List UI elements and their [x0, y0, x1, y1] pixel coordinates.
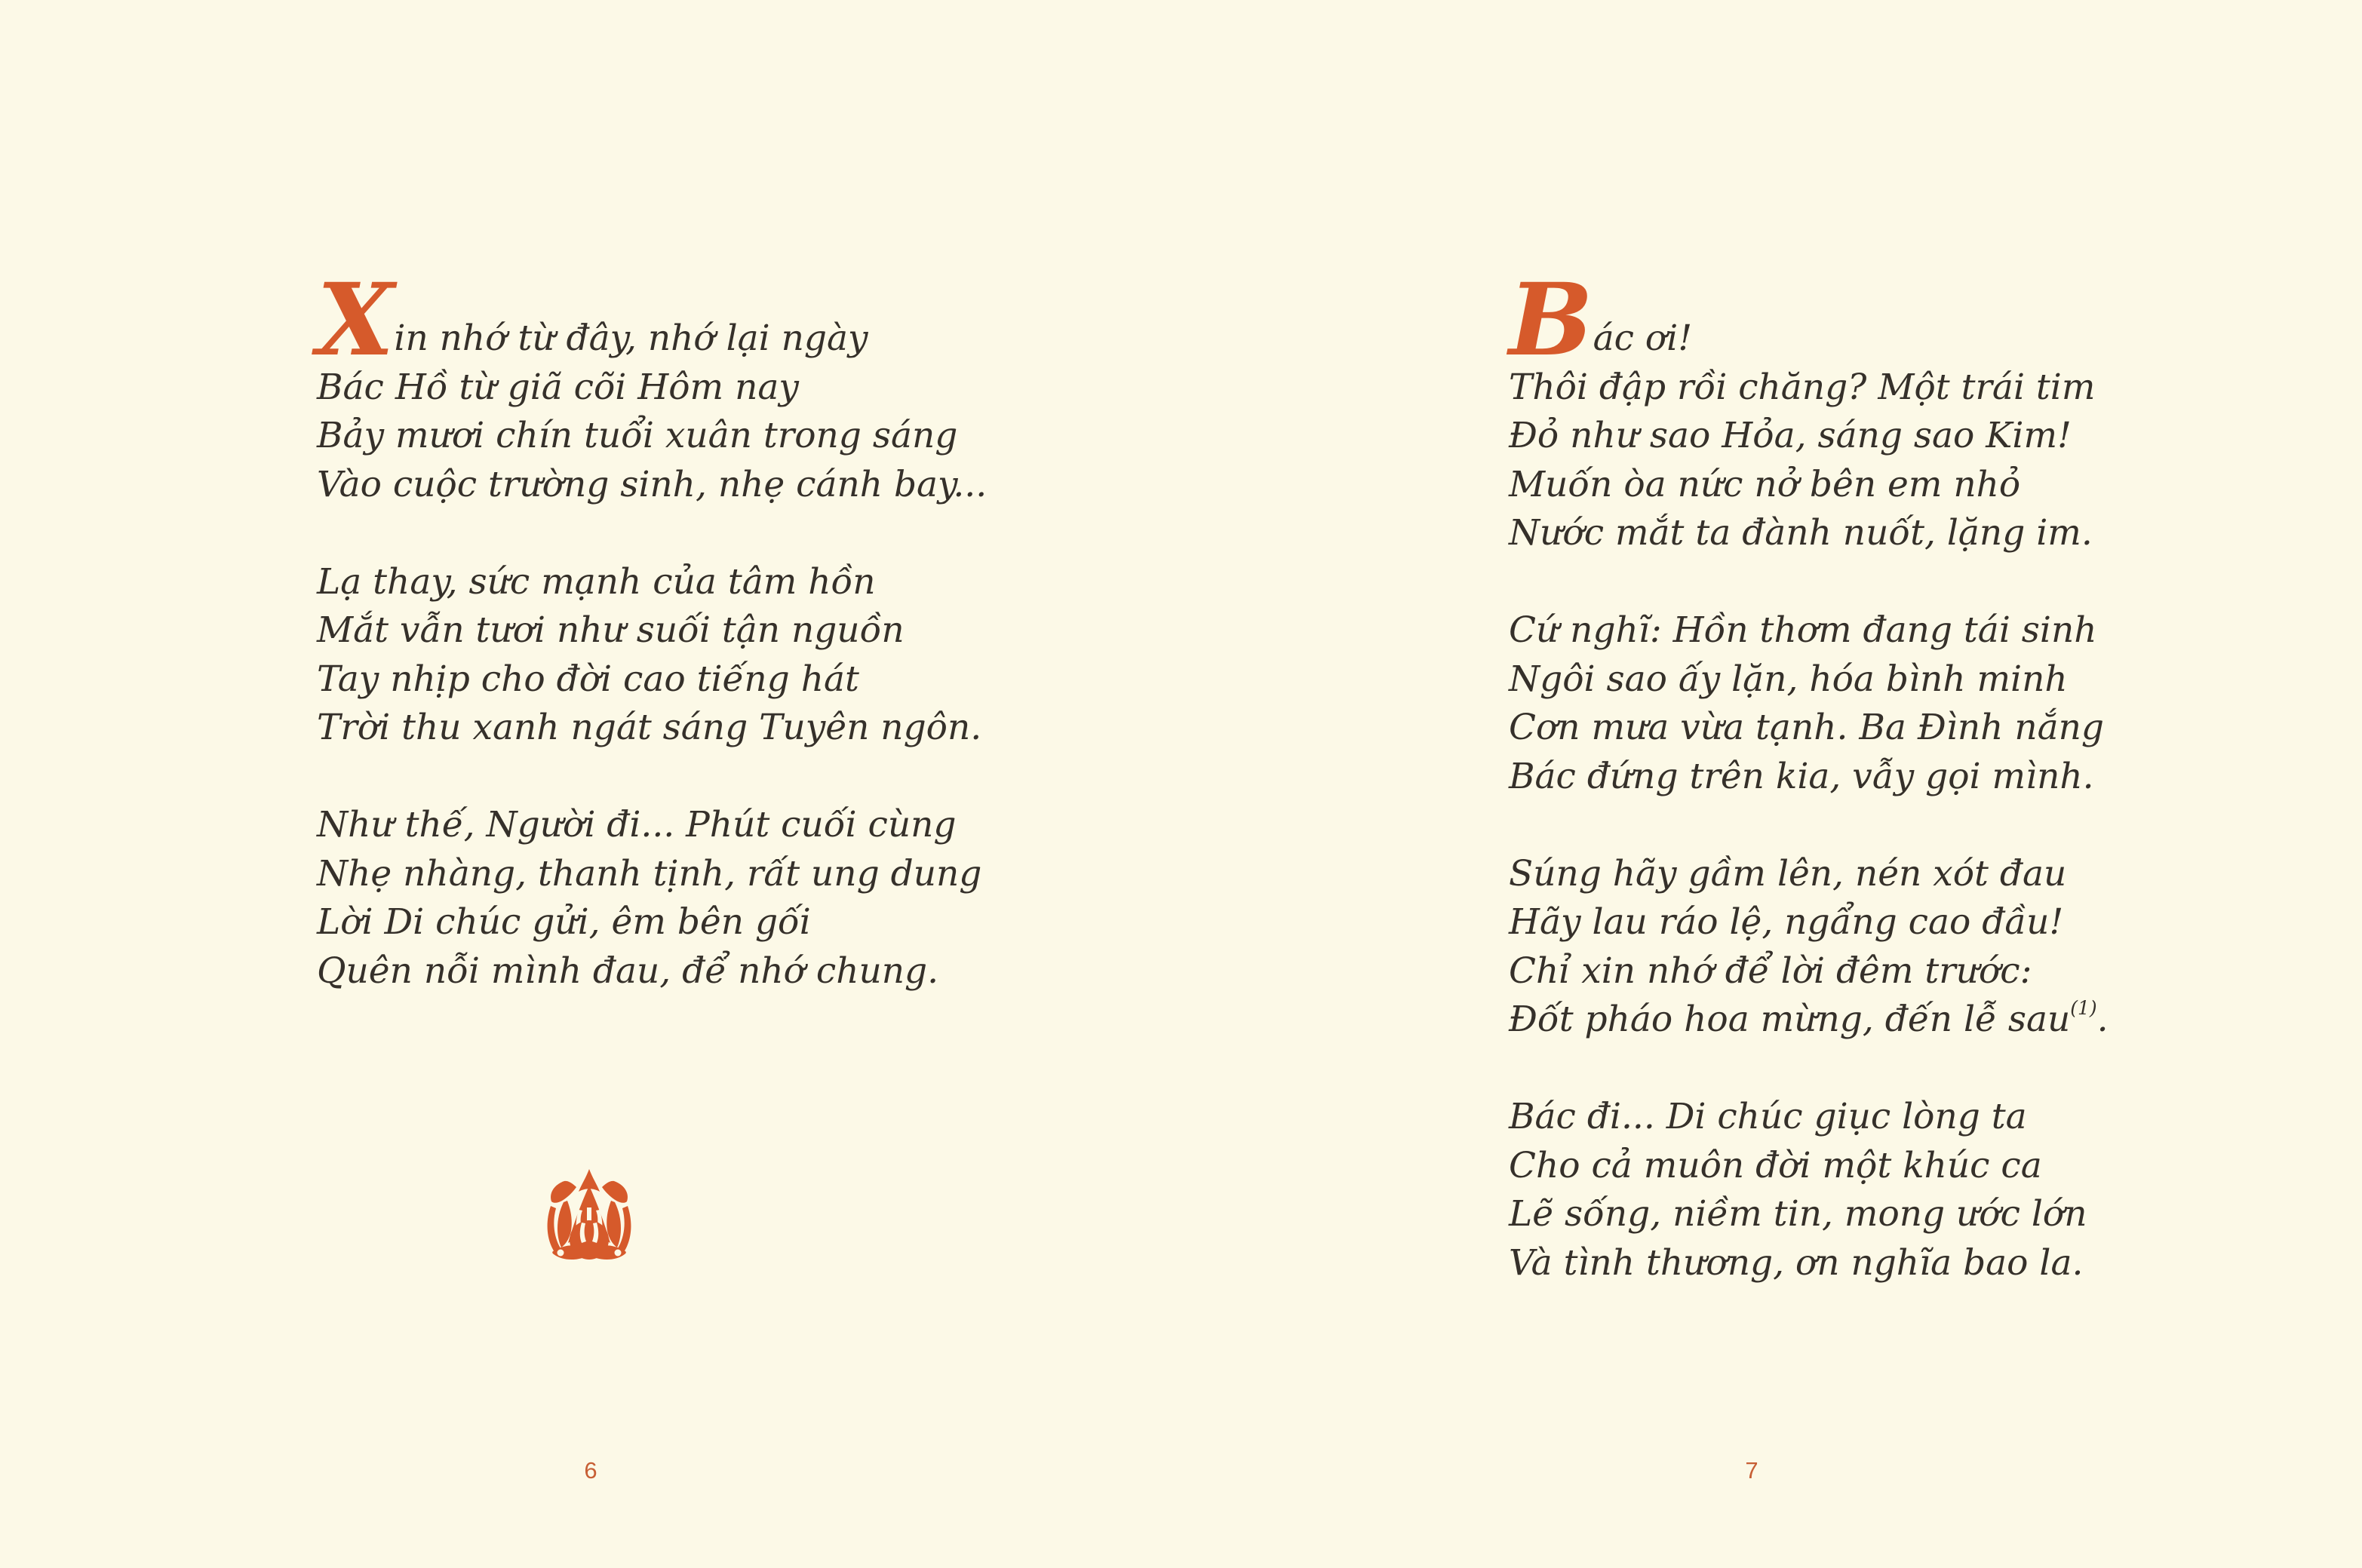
lotus-icon	[539, 1164, 640, 1270]
poem-line: Ngôi sao ấy lặn, hóa bình minh	[1509, 658, 2068, 700]
poem-line: Thôi đập rồi chăng? Một trái tim	[1509, 366, 2096, 408]
poem-line: Xin nhớ từ đây, nhớ lại ngày	[317, 262, 868, 379]
stanza	[1509, 850, 2109, 1045]
poem-line: Như thế, Người đi... Phút cuối cùng	[317, 804, 957, 845]
poem-line: Bảy mươi chín tuổi xuân trong sáng	[317, 415, 958, 456]
poem-line: Hãy lau ráo lệ, ngẩng cao đầu!	[1509, 901, 2064, 943]
poem-line: Mắt vẫn tươi như suối tận nguồn	[317, 609, 905, 651]
poem-line-text: ác ơi!	[1593, 318, 1693, 359]
stanza	[317, 558, 987, 753]
stanza	[317, 262, 987, 509]
poem-line: Bác ơi!	[1509, 262, 1693, 379]
poem-line: Cơn mưa vừa tạnh. Ba Đình nắng	[1509, 707, 2104, 748]
page-number-left: 6	[584, 1457, 597, 1484]
poem-line: Quên nỗi mình đau, để nhớ chung.	[317, 950, 939, 992]
poem-line-punctuation: .	[2096, 999, 2109, 1040]
poem-line: Tay nhịp cho đời cao tiếng hát	[317, 658, 859, 700]
stanza	[1509, 1093, 2109, 1287]
stanza	[1509, 606, 2109, 801]
poem-line: Vào cuộc trường sinh, nhẹ cánh bay...	[317, 463, 987, 505]
poem-line: Muốn òa nức nở bên em nhỏ	[1509, 463, 2021, 505]
poem-line: Lời Di chúc gửi, êm bên gối	[317, 901, 811, 943]
stanza	[317, 801, 987, 996]
poem-line: Lẽ sống, niềm tin, mong ước lớn	[1509, 1193, 2087, 1235]
poem-line: Súng hãy gầm lên, nén xót đau	[1509, 852, 2067, 894]
poem-line: Bác đứng trên kia, vẫy gọi mình.	[1509, 755, 2094, 797]
poem-line: Cho cả muôn đời một khúc ca	[1509, 1144, 2042, 1186]
poem-line: Nước mắt ta đành nuốt, lặng im.	[1509, 512, 2093, 554]
poem-line: Lạ thay, sức mạnh của tâm hồn	[317, 560, 876, 603]
poem-line-text: in nhớ từ đây, nhớ lại ngày	[394, 318, 868, 359]
poem-line: Bác Hồ từ giã cõi Hôm nay	[317, 366, 799, 408]
poem-line: Đỏ như sao Hỏa, sáng sao Kim!	[1509, 415, 2072, 456]
poem-line-with-footnote	[1509, 996, 2109, 1045]
poem-line: Và tình thương, ơn nghĩa bao la.	[1509, 1241, 2084, 1284]
poem-line: Trời thu xanh ngát sáng Tuyên ngôn.	[317, 707, 982, 748]
left-page-poem	[317, 262, 987, 996]
page-number-right: 7	[1745, 1457, 1758, 1484]
right-page-poem	[1509, 262, 2109, 1287]
poem-line: Bác đi... Di chúc giục lòng ta	[1509, 1096, 2027, 1137]
poem-line: Chỉ xin nhớ để lời đêm trước:	[1509, 950, 2032, 992]
stanza	[1509, 262, 2109, 558]
poem-line: Cứ nghĩ: Hồn thơm đang tái sinh	[1509, 609, 2097, 651]
poem-line: Nhẹ nhàng, thanh tịnh, rất ung dung	[317, 852, 982, 894]
footnote-marker: (1)	[2070, 997, 2097, 1019]
poem-line-text: Đốt pháo hoa mừng, đến lễ sau	[1509, 999, 2071, 1040]
